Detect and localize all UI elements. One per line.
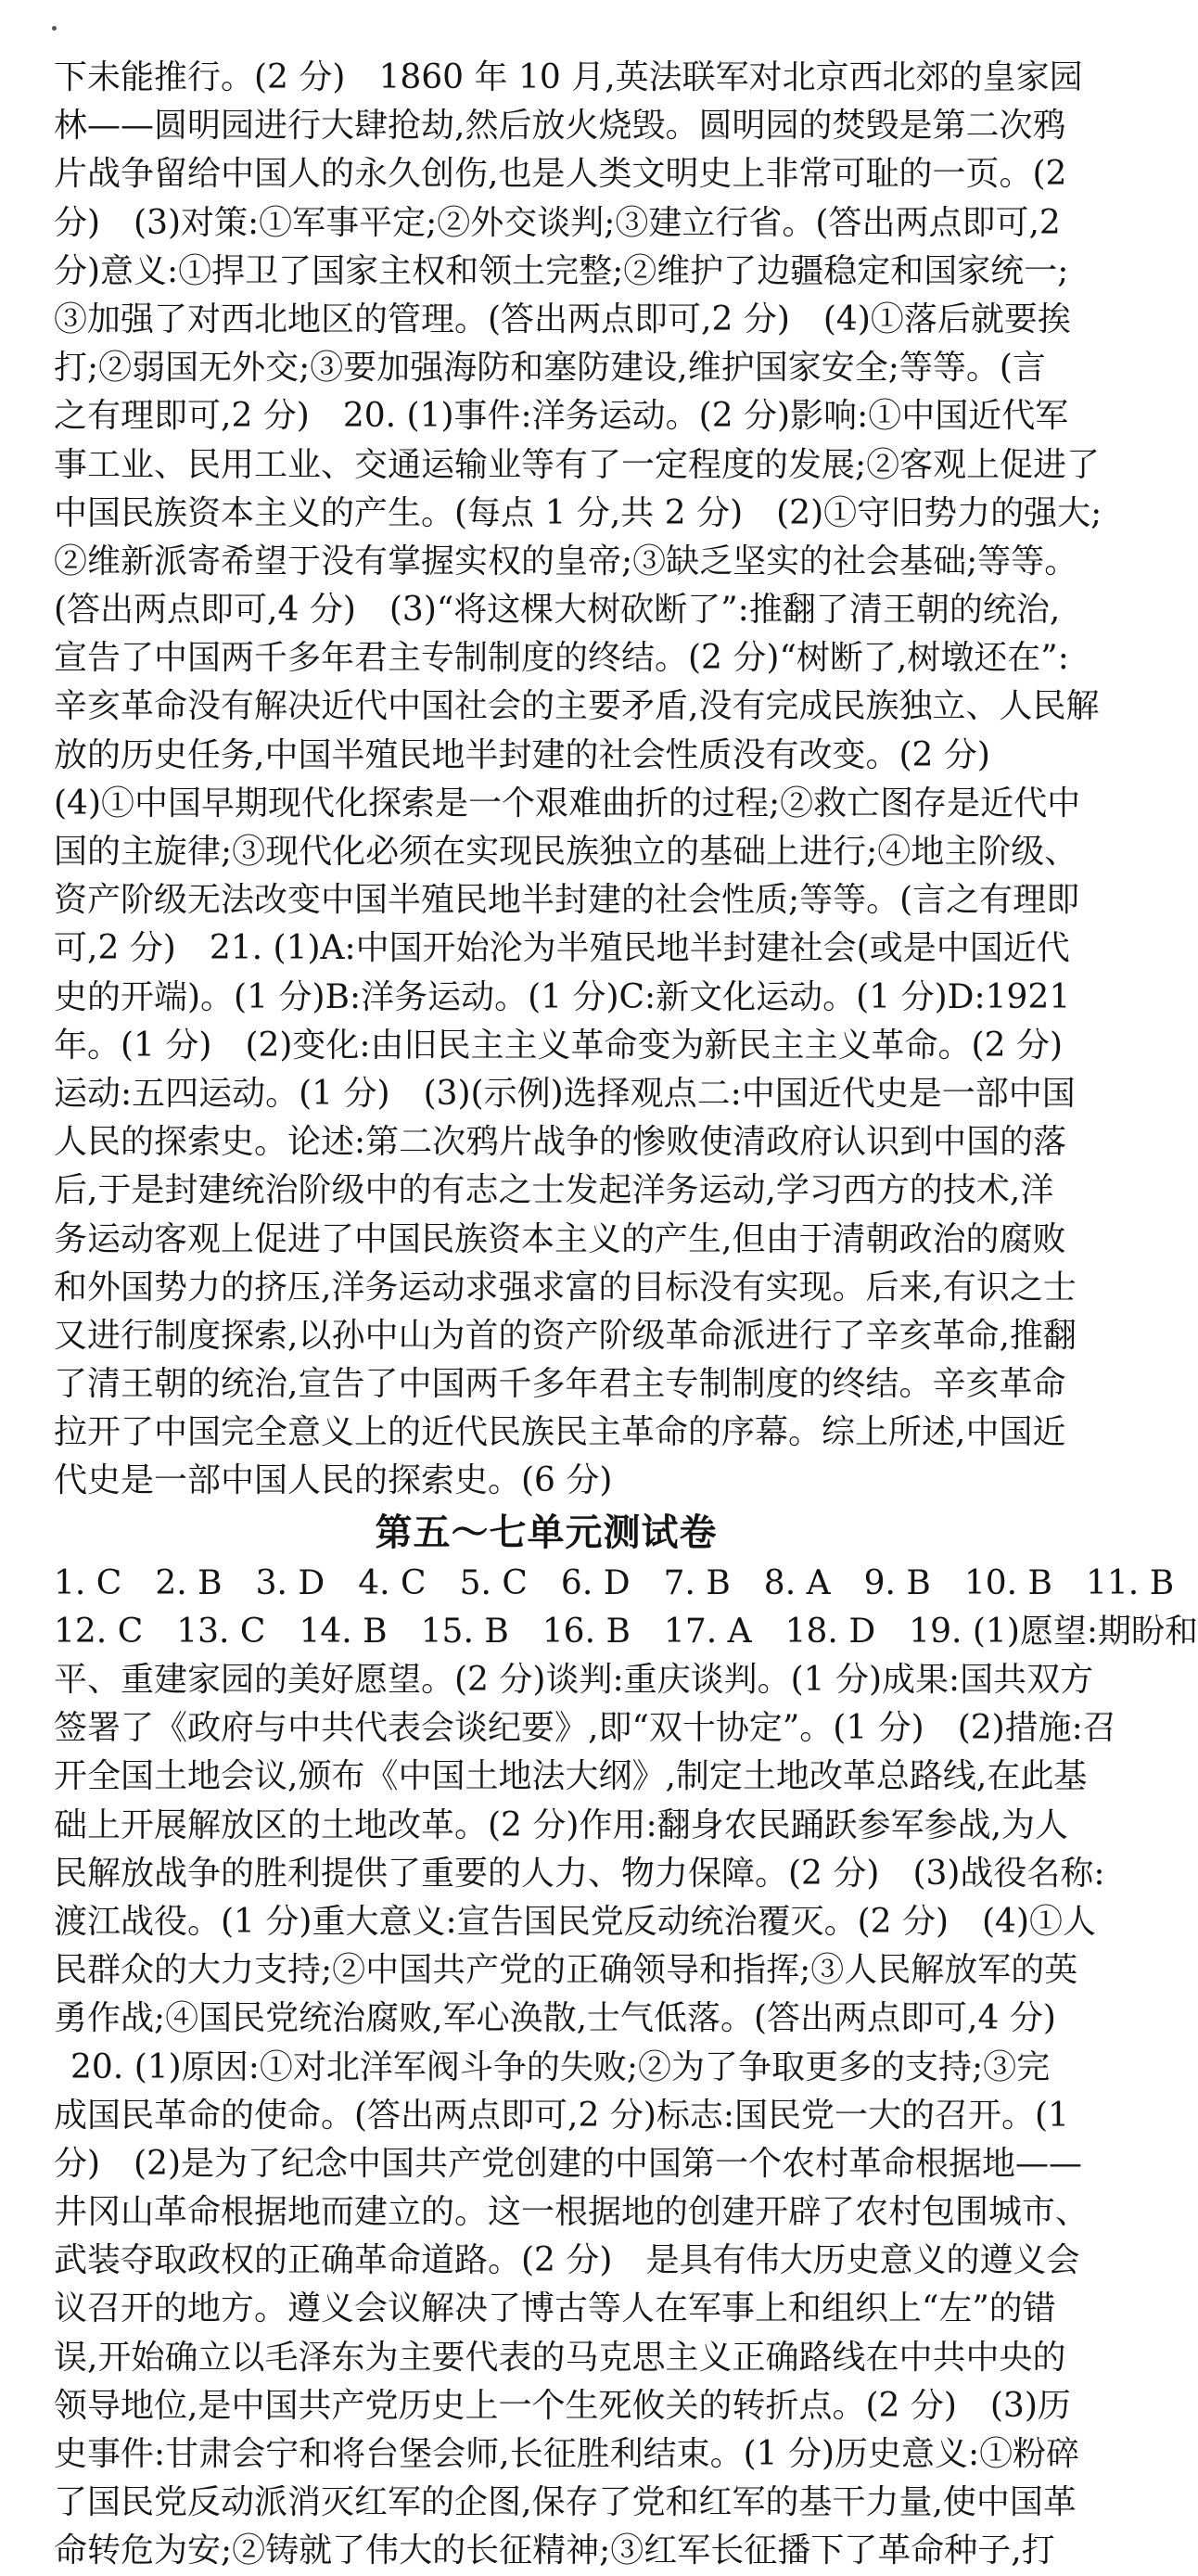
text-line: 武装夺取政权的正确革命道路。(2 分) 是具有伟大历史意义的遵义会 — [54, 2241, 1080, 2280]
text-line: ③加强了对西北地区的管理。(答出两点即可,2 分) (4)①落后就要挨 — [54, 300, 1071, 338]
text-line: 渡江战役。(1 分)重大意义:宣告国民党反动统治覆灭。(2 分) (4)①人 — [54, 1902, 1096, 1941]
text-line: 林——圆明园进行大肆抢劫,然后放火烧毁。圆明园的焚毁是第二次鸦 — [54, 107, 1066, 146]
text-line: 开全国土地会议,颁布《中国土地法大纲》,制定土地改革总路线,在此基 — [54, 1757, 1088, 1796]
text-line: 后,于是封建统治阶级中的有志之士发起洋务运动,学习西方的技术,洋 — [54, 1171, 1054, 1210]
answer-block-unit-test — [54, 1560, 1198, 2576]
text-line: 了国民党反动派消灭红军的企图,保存了党和红军的基干力量,使中国革 — [54, 2483, 1077, 2522]
answer-key-line: 1. C 2. B 3. D 4. C 5. C 6. D 7. B 8. A 9. B 10. B 11. B — [54, 1563, 1175, 1602]
text-line: 宣告了中国两千多年君主专制制度的终结。(2 分)“树断了,树墩还在”: — [54, 639, 1069, 678]
text-line: 井冈山革命根据地而建立的。这一根据地的创建开辟了农村包围城市、 — [54, 2193, 1090, 2232]
text-line: 又进行制度探索,以孙中山为首的资产阶级革命派进行了辛亥革命,推翻 — [54, 1316, 1077, 1355]
text-line: 勇作战;④国民党统治腐败,军心涣散,士气低落。(答出两点即可,4 分) — [54, 1999, 1056, 2038]
answer-key-line: 12. C 13. C 14. B 15. B 16. B 17. A 18. D 19. (1)愿望:期盼和 — [54, 1612, 1198, 1651]
text-line: 议召开的地方。遵义会议解决了博古等人在军事上和组织上“左”的错 — [54, 2289, 1056, 2328]
text-line: 辛亥革命没有解决近代中国社会的主要矛盾,没有完成民族独立、人民解 — [54, 687, 1100, 726]
text-line: 代史是一部中国人民的探索史。(6 分) — [54, 1461, 613, 1500]
text-line: 分)意义:①捍卫了国家主权和领土完整;②维护了边疆稳定和国家统一; — [54, 251, 1069, 290]
text-line: 中国民族资本主义的产生。(每点 1 分,共 2 分) (2)①守旧势力的强大; — [54, 493, 1102, 532]
text-line: 放的历史任务,中国半殖民地半封建的社会性质没有改变。(2 分) — [54, 735, 990, 774]
text-line: 拉开了中国完全意义上的近代民族民主革命的序幕。综上所述,中国近 — [54, 1413, 1066, 1452]
text-line: 20. (1)原因:①对北洋军阀斗争的失败;②为了争取更多的支持;③完 — [70, 2047, 1051, 2086]
text-line: 分) (3)对策:①军事平定;②外交谈判;③建立行省。(答出两点即可,2 — [54, 203, 1061, 242]
text-line: 务运动客观上促进了中国民族资本主义的产生,但由于清朝政治的腐败 — [54, 1219, 1066, 1258]
text-line: 下未能推行。(2 分) 1860 年 10 月,英法联军对北京西北郊的皇家园 — [54, 58, 1083, 96]
text-line: 打;②弱国无外交;③要加强海防和塞防建设,维护国家安全;等等。(言 — [54, 349, 1046, 388]
text-line: 之有理即可,2 分) 20. (1)事件:洋务运动。(2 分)影响:①中国近代军 — [54, 397, 1069, 436]
text-line: 年。(1 分) (2)变化:由旧民主主义革命变为新民主主义革命。(2 分) — [54, 1026, 1063, 1065]
text-line: 平、重建家园的美好愿望。(2 分)谈判:重庆谈判。(1 分)成果:国共双方 — [54, 1661, 1094, 1699]
text-line: 资产阶级无法改变中国半殖民地半封建的社会性质;等等。(言之有理即 — [54, 881, 1080, 920]
text-line: 片战争留给中国人的永久创伤,也是人类文明史上非常可耻的一页。(2 — [54, 155, 1067, 194]
text-line: 成国民革命的使命。(答出两点即可,2 分)标志:国民党一大的召开。(1 — [54, 2096, 1069, 2135]
text-line: 签署了《政府与中共代表会谈纪要》,即“双十协定”。(1 分) (2)措施:召 — [54, 1709, 1116, 1748]
text-line: 命转危为安;②铸就了伟大的长征精神;③红军长征播下了革命种子,打 — [54, 2531, 1055, 2570]
text-line: 误,开始确立以毛泽东为主要代表的马克思主义正确路线在中共中央的 — [54, 2338, 1066, 2377]
text-line: 分) (2)是为了纪念中国共产党创建的中国第一个农村革命根据地—— — [54, 2144, 1083, 2183]
text-line: 民解放战争的胜利提供了重要的人力、物力保障。(2 分) (3)战役名称: — [54, 1854, 1105, 1893]
text-line: (4)①中国早期现代化探索是一个艰难曲折的过程;②救亡图存是近代中 — [54, 784, 1081, 823]
text-line: 民群众的大力支持;②中国共产党的正确领导和指挥;③人民解放军的英 — [54, 1951, 1078, 1990]
text-line: 了清王朝的统治,宣告了中国两千多年君主专制制度的终结。辛亥革命 — [54, 1365, 1066, 1404]
text-line: 史事件:甘肃会宁和将台堡会师,长征胜利结束。(1 分)历史意义:①粉碎 — [54, 2435, 1080, 2473]
text-line: (答出两点即可,4 分) (3)“将这棵大树砍断了”:推翻了清王朝的统治, — [54, 591, 1061, 630]
answer-block-continued — [54, 54, 1102, 1506]
text-line: 领导地位,是中国共产党历史上一个生死攸关的转折点。(2 分) (3)历 — [54, 2386, 1071, 2425]
text-line: 运动:五四运动。(1 分) (3)(示例)选择观点二:中国近代史是一部中国 — [54, 1074, 1076, 1113]
text-line: 和外国势力的挤压,洋务运动求强求富的目标没有实现。后来,有识之士 — [54, 1268, 1077, 1307]
text-line: 可,2 分) 21. (1)A:中国开始沦为半殖民地半封建社会(或是中国近代 — [54, 929, 1070, 968]
text-line: ②维新派寄希望于没有掌握实权的皇帝;③缺乏坚实的社会基础;等等。 — [54, 542, 1078, 580]
text-line: 事工业、民用工业、交通运输业等有了一定程度的发展;②客观上促进了 — [54, 445, 1101, 484]
text-line: 人民的探索史。论述:第二次鸦片战争的惨败使清政府认识到中国的落 — [54, 1123, 1067, 1162]
text-line: 国的主旋律;③现代化必须在实现民族独立的基础上进行;④地主阶级、 — [54, 833, 1078, 871]
corner-dot — [52, 26, 57, 31]
text-line: 础上开展解放区的土地改革。(2 分)作用:翻身农民踊跃参军参战,为人 — [54, 1805, 1069, 1844]
text-line: 史的开端)。(1 分)B:洋务运动。(1 分)C:新文化运动。(1 分)D:1921 — [54, 977, 1071, 1016]
answer-page — [54, 54, 1198, 2576]
section-title: 第五～七单元测试卷 — [375, 1511, 718, 1554]
